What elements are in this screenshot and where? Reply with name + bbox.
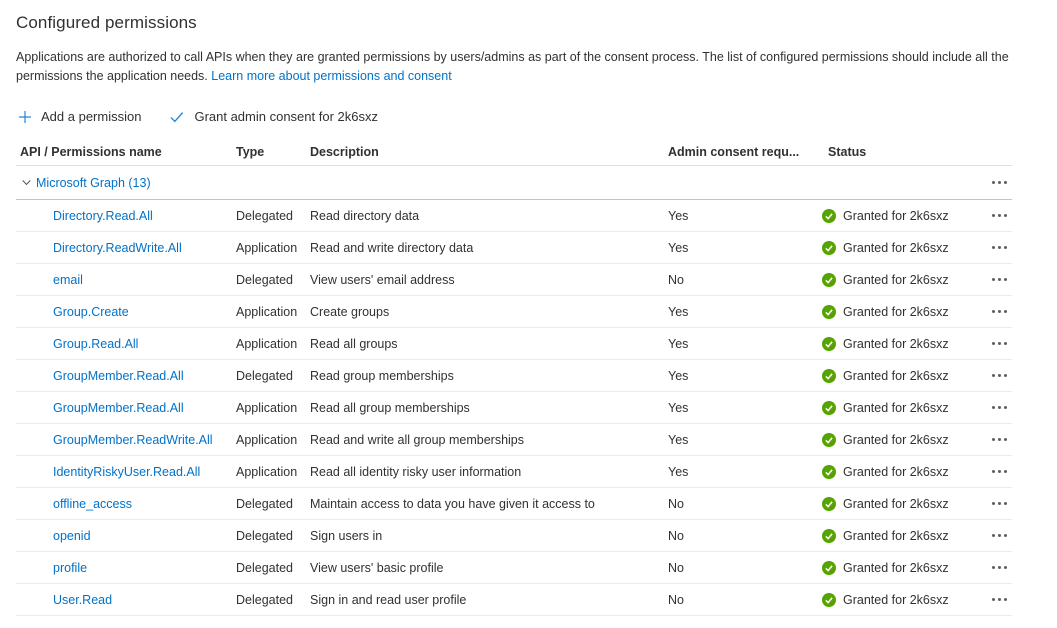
status-text: Granted for 2k6sxz bbox=[843, 272, 949, 287]
permission-row bbox=[16, 552, 1012, 584]
api-group-link[interactable]: Microsoft Graph (13) bbox=[36, 175, 151, 190]
status-badge bbox=[820, 561, 986, 575]
permission-type: Delegated bbox=[236, 592, 293, 607]
admin-consent-required-value: Yes bbox=[668, 336, 689, 351]
column-header-status[interactable]: Status bbox=[828, 145, 867, 159]
permission-name-link[interactable]: GroupMember.Read.All bbox=[53, 400, 184, 415]
table-header-row bbox=[16, 139, 1012, 166]
status-text: Granted for 2k6sxz bbox=[843, 528, 949, 543]
status-text: Granted for 2k6sxz bbox=[843, 560, 949, 575]
plus-icon bbox=[18, 110, 32, 124]
admin-consent-required-value: No bbox=[668, 592, 684, 607]
check-circle-icon bbox=[822, 337, 836, 351]
status-badge bbox=[820, 337, 986, 351]
check-circle-icon bbox=[822, 497, 836, 511]
permission-description: Sign in and read user profile bbox=[310, 592, 467, 607]
permissions-rows bbox=[16, 200, 1012, 616]
permission-type: Application bbox=[236, 464, 298, 479]
admin-consent-required-value: Yes bbox=[668, 400, 689, 415]
status-badge bbox=[820, 209, 986, 223]
api-group-row bbox=[16, 166, 1012, 200]
status-badge bbox=[820, 497, 986, 511]
status-badge bbox=[820, 401, 986, 415]
status-text: Granted for 2k6sxz bbox=[843, 304, 949, 319]
learn-more-link[interactable]: Learn more about permissions and consent bbox=[211, 69, 452, 83]
admin-consent-required-value: No bbox=[668, 528, 684, 543]
permission-description: Read all group memberships bbox=[310, 400, 470, 415]
permission-name-link[interactable]: GroupMember.ReadWrite.All bbox=[53, 432, 213, 447]
status-text: Granted for 2k6sxz bbox=[843, 368, 949, 383]
permission-type: Application bbox=[236, 336, 298, 351]
admin-consent-required-value: Yes bbox=[668, 304, 689, 319]
permission-name-link[interactable]: profile bbox=[53, 560, 88, 575]
page-description-text: Applications are authorized to call APIs when they are granted permissions by users/admins as part of the consent process. The list of configured permissions should include all the permissions the application needs. bbox=[16, 50, 1009, 83]
status-badge bbox=[820, 465, 986, 479]
permission-name-link[interactable]: offline_access bbox=[53, 496, 132, 511]
status-badge bbox=[820, 529, 986, 543]
admin-consent-required-value: No bbox=[668, 560, 684, 575]
row-menu-button[interactable] bbox=[990, 240, 1009, 255]
check-circle-icon bbox=[822, 401, 836, 415]
permission-row bbox=[16, 424, 1012, 456]
permission-row bbox=[16, 584, 1012, 616]
row-menu-button[interactable] bbox=[990, 432, 1009, 447]
permission-row bbox=[16, 200, 1012, 232]
grant-admin-consent-button[interactable] bbox=[167, 107, 380, 126]
column-header-type[interactable]: Type bbox=[236, 145, 265, 159]
column-header-api-permissions-name[interactable]: API / Permissions name bbox=[20, 145, 162, 159]
status-badge bbox=[820, 273, 986, 287]
page-description bbox=[16, 48, 1012, 86]
row-menu-button[interactable] bbox=[990, 592, 1009, 607]
permission-name-link[interactable]: Group.Create bbox=[53, 304, 129, 319]
permission-type: Delegated bbox=[236, 272, 293, 287]
permission-description: Sign users in bbox=[310, 528, 383, 543]
permission-description: View users' email address bbox=[310, 272, 455, 287]
status-text: Granted for 2k6sxz bbox=[843, 592, 949, 607]
column-header-description[interactable]: Description bbox=[310, 145, 379, 159]
status-text: Granted for 2k6sxz bbox=[843, 240, 949, 255]
permission-row bbox=[16, 520, 1012, 552]
add-permission-button[interactable] bbox=[16, 107, 143, 126]
check-circle-icon bbox=[822, 209, 836, 223]
permission-type: Application bbox=[236, 304, 298, 319]
status-text: Granted for 2k6sxz bbox=[843, 432, 949, 447]
admin-consent-required-value: No bbox=[668, 496, 684, 511]
add-permission-label: Add a permission bbox=[41, 109, 142, 124]
status-text: Granted for 2k6sxz bbox=[843, 208, 949, 223]
admin-consent-required-value: Yes bbox=[668, 208, 689, 223]
permission-type: Application bbox=[236, 432, 298, 447]
check-circle-icon bbox=[822, 529, 836, 543]
permission-type: Delegated bbox=[236, 496, 293, 511]
permission-name-link[interactable]: openid bbox=[53, 528, 91, 543]
check-circle-icon bbox=[822, 273, 836, 287]
permission-name-link[interactable]: Group.Read.All bbox=[53, 336, 139, 351]
permissions-toolbar bbox=[16, 107, 1012, 126]
status-text: Granted for 2k6sxz bbox=[843, 496, 949, 511]
row-menu-button[interactable] bbox=[990, 336, 1009, 351]
permission-row bbox=[16, 296, 1012, 328]
permission-row bbox=[16, 232, 1012, 264]
permission-name-link[interactable]: Directory.Read.All bbox=[53, 208, 153, 223]
permission-type: Delegated bbox=[236, 368, 293, 383]
permission-type: Delegated bbox=[236, 528, 293, 543]
check-circle-icon bbox=[822, 433, 836, 447]
page-title: Configured permissions bbox=[16, 13, 197, 32]
permission-description: Create groups bbox=[310, 304, 390, 319]
row-menu-button[interactable] bbox=[990, 272, 1009, 287]
admin-consent-required-value: Yes bbox=[668, 240, 689, 255]
permission-type: Delegated bbox=[236, 560, 293, 575]
row-menu-button[interactable] bbox=[990, 560, 1009, 575]
check-circle-icon bbox=[822, 465, 836, 479]
row-menu-button[interactable] bbox=[990, 304, 1009, 319]
admin-consent-required-value: Yes bbox=[668, 464, 689, 479]
grant-admin-consent-label: Grant admin consent for 2k6sxz bbox=[194, 109, 378, 124]
status-badge bbox=[820, 369, 986, 383]
permission-type: Application bbox=[236, 400, 298, 415]
permission-description: Read all identity risky user information bbox=[310, 464, 522, 479]
permission-description: Read and write directory data bbox=[310, 240, 474, 255]
permission-row bbox=[16, 328, 1012, 360]
permission-name-link[interactable]: User.Read bbox=[53, 592, 113, 607]
permission-row bbox=[16, 360, 1012, 392]
admin-consent-required-value: No bbox=[668, 272, 684, 287]
check-circle-icon bbox=[822, 369, 836, 383]
permission-name-link[interactable]: email bbox=[53, 272, 83, 287]
permission-row bbox=[16, 456, 1012, 488]
permission-name-link[interactable]: GroupMember.Read.All bbox=[53, 368, 184, 383]
permission-description: Maintain access to data you have given it access to bbox=[310, 496, 595, 511]
admin-consent-required-value: Yes bbox=[668, 368, 689, 383]
permission-type: Delegated bbox=[236, 208, 293, 223]
permission-description: Read and write all group memberships bbox=[310, 432, 524, 447]
check-icon bbox=[169, 110, 185, 124]
status-text: Granted for 2k6sxz bbox=[843, 400, 949, 415]
row-menu-button[interactable] bbox=[990, 496, 1009, 511]
status-badge bbox=[820, 241, 986, 255]
check-circle-icon bbox=[822, 241, 836, 255]
column-header-admin-consent-required[interactable]: Admin consent requ... bbox=[668, 145, 800, 159]
check-circle-icon bbox=[822, 305, 836, 319]
permission-description: View users' basic profile bbox=[310, 560, 444, 575]
group-menu-button[interactable] bbox=[990, 175, 1009, 190]
row-menu-button[interactable] bbox=[990, 400, 1009, 415]
status-badge bbox=[820, 433, 986, 447]
permission-row bbox=[16, 488, 1012, 520]
permission-description: Read group memberships bbox=[310, 368, 454, 383]
permission-row bbox=[16, 264, 1012, 296]
status-text: Granted for 2k6sxz bbox=[843, 464, 949, 479]
chevron-down-icon[interactable] bbox=[21, 177, 32, 188]
permission-name-link[interactable]: IdentityRiskyUser.Read.All bbox=[53, 464, 201, 479]
check-circle-icon bbox=[822, 593, 836, 607]
status-badge bbox=[820, 593, 986, 607]
permission-row bbox=[16, 392, 1012, 424]
status-badge bbox=[820, 305, 986, 319]
permission-name-link[interactable]: Directory.ReadWrite.All bbox=[53, 240, 182, 255]
admin-consent-required-value: Yes bbox=[668, 432, 689, 447]
row-menu-button[interactable] bbox=[990, 528, 1009, 543]
permissions-table bbox=[16, 139, 1012, 616]
permission-description: Read all groups bbox=[310, 336, 398, 351]
status-text: Granted for 2k6sxz bbox=[843, 336, 949, 351]
check-circle-icon bbox=[822, 561, 836, 575]
permission-description: Read directory data bbox=[310, 208, 420, 223]
permission-type: Application bbox=[236, 240, 298, 255]
row-menu-button[interactable] bbox=[990, 208, 1009, 223]
row-menu-button[interactable] bbox=[990, 368, 1009, 383]
row-menu-button[interactable] bbox=[990, 464, 1009, 479]
